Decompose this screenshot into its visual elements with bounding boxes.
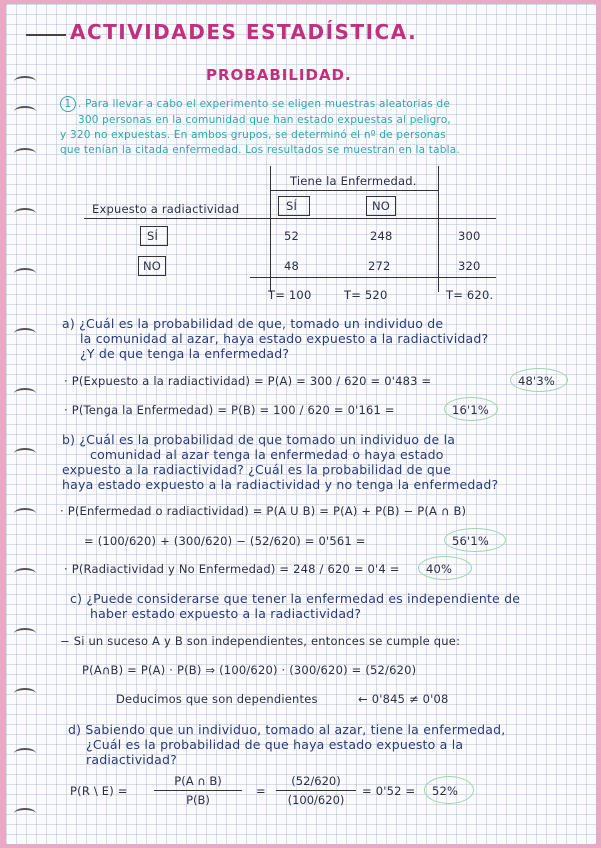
binder-ring-icon (14, 148, 36, 159)
binder-ring-icon (14, 508, 36, 519)
table-cell: 248 (370, 229, 393, 243)
binder-ring-icon (14, 748, 36, 759)
answer-a1-result: 48'3% (518, 374, 556, 388)
table-rule (270, 190, 438, 191)
binder-ring-icon (14, 328, 36, 339)
binder-ring-icon (14, 568, 36, 579)
answer-b2-result: 40% (426, 562, 453, 576)
page-title: ACTIVIDADES ESTADÍSTICA. (70, 20, 418, 44)
fraction-bar (154, 790, 242, 791)
binder-ring-icon (14, 448, 36, 459)
binder-ring-icon (14, 76, 36, 87)
section-title: PROBABILIDAD. (206, 66, 352, 84)
notebook-page (6, 4, 596, 844)
answer-d-eq: = (256, 784, 266, 798)
answer-d-lhs: P(R \ E) = (70, 784, 128, 798)
row-label: NO (143, 259, 162, 273)
problem-line: y 320 no expuestas. En ambos grupos, se determinó el nº de personas (60, 129, 446, 141)
binder-ring-icon (14, 268, 36, 279)
table-cell: 48 (284, 259, 300, 273)
binder-ring-icon (14, 106, 36, 117)
answer-c3: Deducimos que son dependientes (116, 692, 318, 706)
answer-b1-result: 56'1% (452, 534, 490, 548)
fraction-denominator: P(B) (186, 793, 210, 807)
title-dash (26, 34, 66, 36)
fraction-formula (154, 774, 242, 807)
answer-d-result-pct: 52% (432, 784, 459, 798)
table-rule (438, 166, 439, 292)
answer-a2: · P(Tenga la Enfermedad) = P(B) = 100 / 620 = 0'161 = (64, 403, 395, 417)
table-total: T= 620. (446, 288, 494, 302)
problem-line: 300 personas en la comunidad que han estado expuestas al peligro, (78, 114, 451, 126)
question-a-line: a) ¿Cuál es la probabilidad de que, tomado un individuo de (62, 316, 444, 331)
col-label: NO (372, 199, 391, 213)
table-rule (250, 277, 496, 278)
fraction-bar (276, 790, 356, 791)
table-row-header: Expuesto a radiactividad (92, 202, 240, 216)
answer-d-result: = 0'52 = (362, 784, 416, 798)
fraction-denominator: (100/620) (287, 793, 345, 807)
table-rule (84, 218, 496, 219)
table-top-header: Tiene la Enfermedad. (290, 174, 417, 188)
table-cell: 52 (284, 229, 300, 243)
answer-c3-compare: ← 0'845 ≠ 0'08 (358, 692, 449, 706)
binder-ring-icon (14, 208, 36, 219)
question-b-line: expuesto a la radiactividad? ¿Cuál es la probabilidad de que (62, 462, 452, 477)
row-label: SÍ (147, 229, 159, 243)
fraction-numerator: P(A ∩ B) (174, 774, 222, 788)
problem-number: 1 (60, 96, 76, 112)
answer-b2: · P(Radiactividad y No Enfermedad) = 248 / 620 = 0'4 = (64, 562, 400, 576)
binder-ring-icon (14, 688, 36, 699)
table-rule (270, 166, 271, 292)
question-d-line: ¿Cuál es la probabilidad de que haya estado expuesto a la (86, 737, 464, 752)
col-label: SÍ (286, 199, 298, 213)
answer-b1-cont: = (100/620) + (300/620) − (52/620) = 0'561 = (84, 534, 366, 548)
fraction-values (276, 774, 356, 807)
table-cell: 320 (458, 259, 481, 273)
question-c-line: haber estado expuesto a la radiactividad? (90, 606, 362, 621)
question-b-line: comunidad al azar tenga la enfermedad o haya estado (90, 447, 444, 462)
question-a-line: ¿Y de que tenga la enfermedad? (80, 346, 290, 361)
answer-b1: · P(Enfermedad o radiactividad) = P(A U B) = P(A) + P(B) − P(A ∩ B) (60, 504, 467, 518)
answer-c2: P(A∩B) = P(A) · P(B) ⇒ (100/620) · (300/620) = (52/620) (82, 663, 417, 677)
question-c-line: c) ¿Puede considerarse que tener la enfermedad es independiente de (70, 591, 521, 606)
table-total: T= 520 (344, 288, 388, 302)
answer-c1: − Si un suceso A y B son independientes, entonces se cumple que: (60, 634, 461, 648)
binder-ring-icon (14, 628, 36, 639)
binder-ring-icon (14, 388, 36, 399)
fraction-numerator: (52/620) (291, 774, 341, 788)
problem-line: . Para llevar a cabo el experimento se eligen muestras aleatorias de (78, 98, 451, 110)
binder-ring-icon (14, 808, 36, 819)
question-d-line: radiactividad? (86, 752, 177, 767)
table-cell: 272 (368, 259, 391, 273)
answer-a1: · P(Expuesto a la radiactividad) = P(A) = 300 / 620 = 0'483 = (64, 374, 432, 388)
question-b-line: haya estado expuesto a la radiactividad y no tenga la enfermedad? (62, 477, 499, 492)
question-a-line: la comunidad al azar, haya estado expuesto a la radiactividad? (80, 331, 489, 346)
table-total: T= 100 (268, 288, 312, 302)
problem-line: que tenían la citada enfermedad. Los resultados se muestran en la tabla. (60, 144, 460, 156)
table-cell: 300 (458, 229, 481, 243)
question-d-line: d) Sabiendo que un individuo, tomado al azar, tiene la enfermedad, (68, 722, 506, 737)
question-b-line: b) ¿Cuál es la probabilidad de que tomado un individuo de la (62, 432, 456, 447)
answer-a2-result: 16'1% (452, 403, 490, 417)
